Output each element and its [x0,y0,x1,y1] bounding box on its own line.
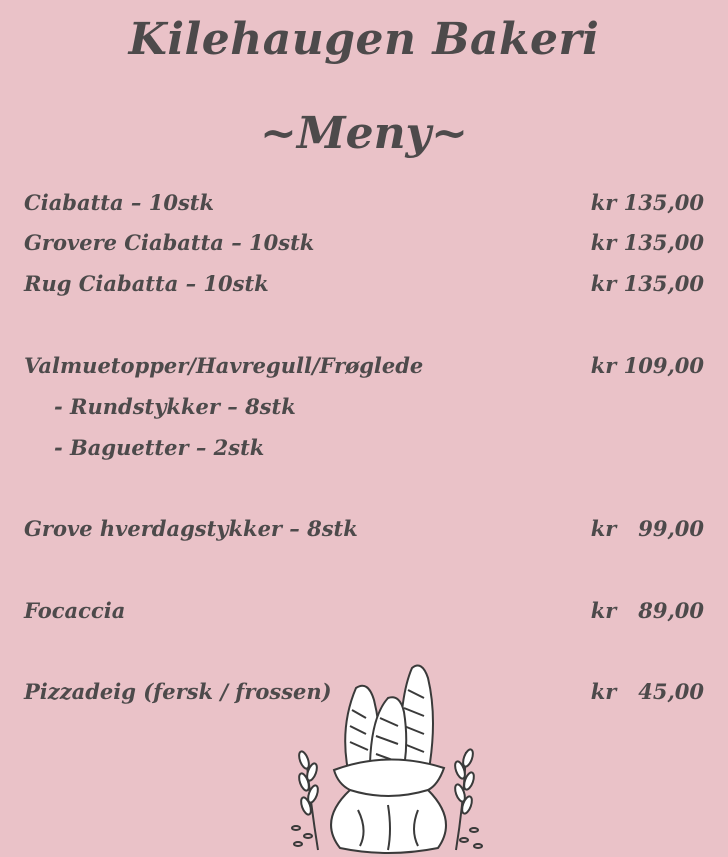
menu-subitem-rundstykker [0,394,728,434]
menu-item-valmuetopper [0,353,728,393]
item-name: Grove hverdagstykker – 8stk [24,516,358,541]
item-name: Focaccia [24,598,126,623]
item-name: Pizzadeig (fersk / frossen) [24,679,332,704]
menu-heading: ~Meny~ [260,108,468,159]
menu-item-focaccia [0,598,728,638]
item-name: Grovere Ciabatta – 10stk [24,230,315,255]
item-price: kr 45,00 [590,679,704,704]
item-name: Valmuetopper/Havregull/Frøglede [24,353,424,378]
item-price: kr 89,00 [590,598,704,623]
menu-item-ciabatta [0,190,728,230]
item-price: kr 99,00 [590,516,704,541]
menu-subitem-baguetter [0,435,728,475]
item-name: Ciabatta – 10stk [24,190,215,215]
item-price: kr 135,00 [590,190,704,215]
item-price: kr 109,00 [590,353,704,378]
menu-item-rug-ciabatta [0,271,728,311]
menu-item-grove-hverdagstykker [0,516,728,556]
bakery-title: Kilehaugen Bakeri [128,14,600,65]
subitem-name: - Rundstykker – 8stk [54,394,296,419]
subitem-name: - Baguetter – 2stk [54,435,265,460]
item-price: kr 135,00 [590,230,704,255]
bread-basket-icon [288,660,488,857]
menu-item-grovere-ciabatta [0,230,728,270]
item-name: Rug Ciabatta – 10stk [24,271,269,296]
item-price: kr 135,00 [590,271,704,296]
